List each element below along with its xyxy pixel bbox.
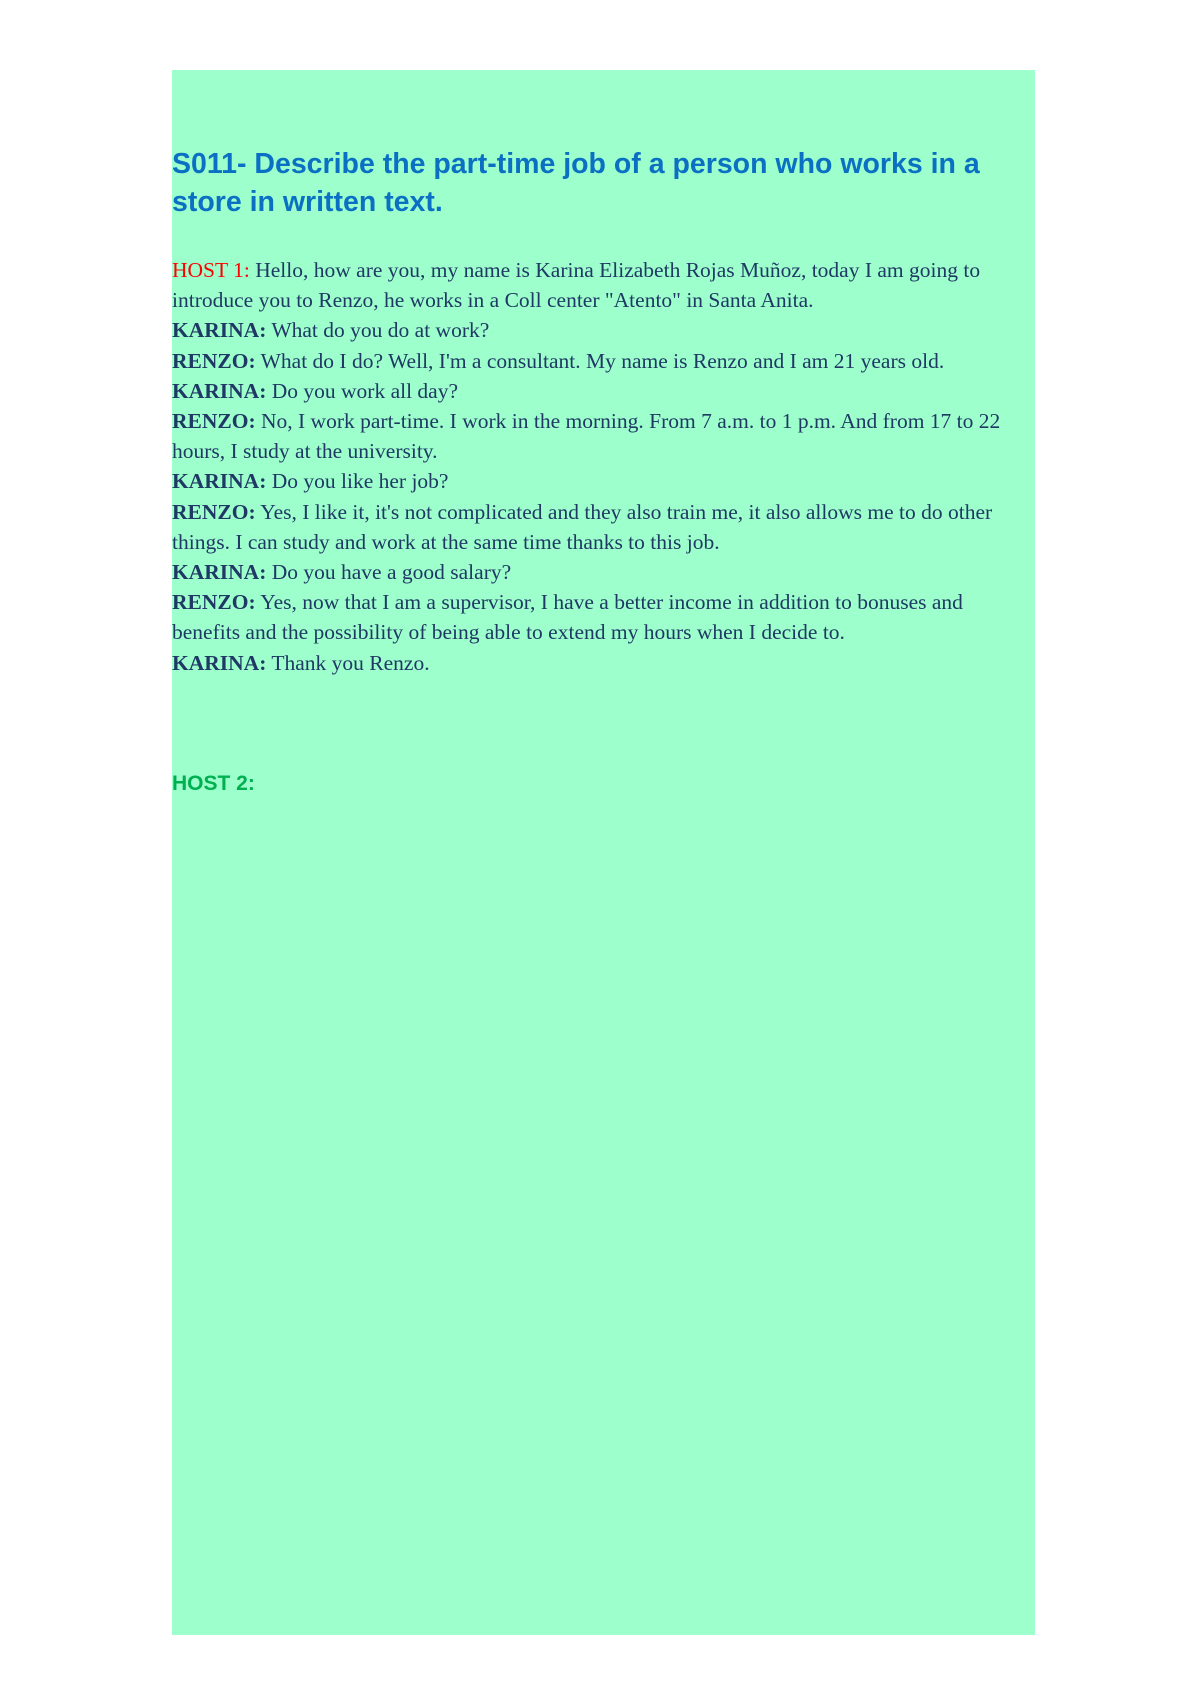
dialogue-text: Do you have a good salary? xyxy=(266,560,512,585)
speaker-label: KARINA: xyxy=(172,318,267,343)
dialogue-text: Thank you Renzo. xyxy=(266,650,430,675)
dialogue-text: Do you like her job? xyxy=(266,469,449,494)
dialogue-line xyxy=(172,648,1035,678)
dialogue xyxy=(172,255,1035,678)
dialogue-text: What do I do? Well, I'm a consultant. My name is Renzo and I am 21 years old. xyxy=(255,348,945,373)
speaker-label: KARINA: xyxy=(172,560,267,585)
speaker-label: KARINA: xyxy=(172,469,267,494)
speaker-label: KARINA: xyxy=(172,650,267,675)
speaker-label: RENZO: xyxy=(172,409,256,434)
dialogue-line xyxy=(172,587,1035,647)
dialogue-line xyxy=(172,376,1035,406)
dialogue-text: Do you work all day? xyxy=(266,378,459,403)
dialogue-text: Yes, now that I am a supervisor, I have a better income in addition to bonuses and benefits and the possibility of being able to extend my hours when I decide to. xyxy=(172,590,963,645)
speaker-label: RENZO: xyxy=(172,348,256,373)
dialogue-text: Hello, how are you, my name is Karina Elizabeth Rojas Muñoz, today I am going to introduce you to Renzo, he works in a Coll center "Atento" in Santa Anita. xyxy=(172,258,981,313)
dialogue-text: What do you do at work? xyxy=(266,318,490,343)
dialogue-line xyxy=(172,497,1035,557)
document-page xyxy=(172,70,1035,1635)
host2-label: HOST 2: xyxy=(172,772,255,795)
dialogue-line xyxy=(172,466,1035,496)
dialogue-line xyxy=(172,557,1035,587)
dialogue-text: No, I work part-time. I work in the morning. From 7 a.m. to 1 p.m. And from 17 to 22 hours, I study at the university. xyxy=(172,409,1001,464)
dialogue-line xyxy=(172,255,1035,315)
speaker-label: RENZO: xyxy=(172,590,256,615)
speaker-label: HOST 1: xyxy=(172,258,250,282)
speaker-label: RENZO: xyxy=(172,499,256,524)
dialogue-text: Yes, I like it, it's not complicated and they also train me, it also allows me to do other things. I can study and work at the same time thanks to this job. xyxy=(172,499,993,554)
dialogue-line xyxy=(172,406,1035,466)
speaker-label: KARINA: xyxy=(172,378,267,403)
document-title: S011- Describe the part-time job of a person who works in a store in written text. xyxy=(172,148,980,218)
dialogue-line xyxy=(172,346,1035,376)
dialogue-line xyxy=(172,315,1035,345)
